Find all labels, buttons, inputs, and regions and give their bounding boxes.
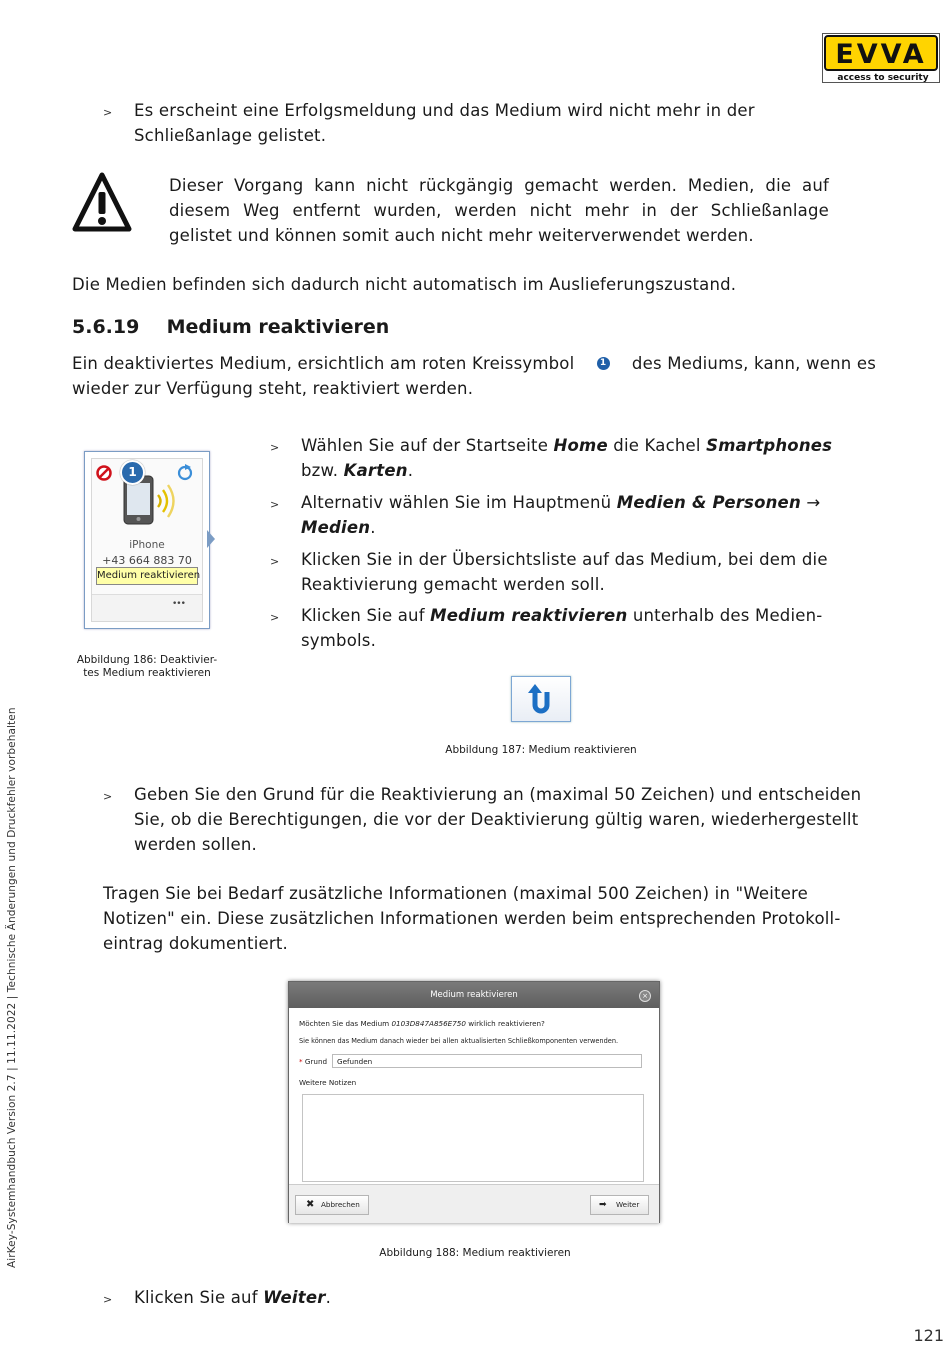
caption-186-line2: tes Medium reaktivieren	[83, 667, 211, 679]
reactivate-icon	[512, 677, 570, 721]
reactivate-button[interactable]	[511, 676, 571, 722]
intro-marker: 1	[597, 357, 610, 370]
step-3-line1: Klicken Sie in der Übersichtsliste auf das Medium, bei dem die	[301, 550, 828, 569]
step-2	[301, 490, 881, 540]
caption-188: Abbildung 188: Medium reaktivieren	[379, 1247, 571, 1259]
marker-badge: 1	[120, 460, 145, 485]
tile-action-bar	[92, 594, 202, 621]
bullet-marker: >	[270, 498, 280, 511]
caption-186-line1: Abbildung 186: Deaktivier-	[76, 654, 218, 666]
caption-186	[62, 654, 232, 680]
intro-part2: des Mediums, kann, wenn es	[631, 354, 876, 373]
evva-logo	[822, 33, 940, 83]
intro-paragraph	[72, 351, 876, 401]
step-4-button-name: Medium reaktivieren	[430, 606, 628, 625]
bullet-marker: >	[270, 555, 280, 568]
bullet-reason-line2: Sie, ob die Berechtigungen, die vor der Deaktivierung gültig waren, wiederhergestellt	[134, 810, 859, 829]
bullet-reason	[134, 782, 894, 857]
close-icon[interactable]: ×	[639, 990, 651, 1002]
bullet-reason-line3: werden sollen.	[134, 835, 257, 854]
arrow-right-icon: ➡	[599, 1200, 607, 1210]
logo-brand: EVVA	[835, 39, 927, 70]
warning-line3: gelistet und können somit auch nicht mehr weiterverwendet werden.	[169, 226, 754, 245]
cancel-button[interactable]	[295, 1195, 369, 1215]
bullet-marker: >	[103, 790, 113, 803]
cancel-label: Abbrechen	[321, 1200, 360, 1209]
reactivate-icon[interactable]	[132, 599, 150, 617]
bullet-marker: >	[103, 106, 113, 119]
sync-icon[interactable]	[98, 599, 116, 617]
dialog-media-id: 0103D847A856E750	[391, 1019, 466, 1028]
side-footer-text: AirKey-Systemhandbuch Version 2.7 | 11.11.2022 | Technische Änderungen und Druckfehler vorbehalten	[6, 707, 18, 1268]
notes-textarea[interactable]	[302, 1094, 644, 1182]
step-1-karten: Karten	[343, 461, 408, 480]
section-heading	[72, 314, 389, 340]
bullet-marker: >	[103, 1293, 113, 1306]
figure-186-media-card	[84, 451, 210, 629]
dialog-footer	[289, 1184, 659, 1223]
notes-line2: Notizen" ein. Diese zusätzlichen Informationen werden beim entsprechenden Protokoll-	[103, 909, 841, 928]
logo-tagline: access to security	[837, 73, 929, 83]
step-1-text-a: Wählen Sie auf der Startseite	[301, 436, 554, 455]
bullet-success	[134, 98, 874, 148]
step-4	[301, 603, 881, 653]
dialog-question	[299, 1019, 545, 1028]
step-1-text-d: .	[407, 461, 414, 480]
step-2-text-a: Alternativ wählen Sie im Hauptmenü	[301, 493, 617, 512]
grund-input[interactable]: Gefunden	[332, 1054, 642, 1068]
page-number: 121	[913, 1326, 944, 1345]
warning-icon	[72, 172, 132, 236]
notes-label: Weitere Notizen	[299, 1078, 357, 1087]
step-4-text-c: unterhalb des Medien-	[627, 606, 823, 625]
bullet-reason-line1: Geben Sie den Grund für die Reaktivierung an (maximal 50 Zeichen) und entscheiden	[134, 785, 862, 804]
next-button[interactable]	[590, 1195, 649, 1215]
reactivate-tooltip: Medium reaktivieren	[96, 567, 198, 585]
warning-line2: diesem Weg entfernt wurden, werden nicht mehr in der Schließanlage	[169, 201, 829, 220]
notes-line3: eintrag dokumentiert.	[103, 934, 288, 953]
bullet-marker: >	[270, 441, 280, 454]
media-tile[interactable]	[91, 458, 203, 622]
step-4-line2: symbols.	[301, 631, 377, 650]
final-step	[134, 1285, 634, 1310]
dialog-title: Medium reaktivieren	[430, 990, 518, 1000]
step-4-text-a: Klicken Sie auf	[301, 606, 431, 625]
step-3-line2: Reaktivierung gemacht werden soll.	[301, 575, 605, 594]
step-2-text-d: .	[370, 518, 376, 537]
bullet-success-line2: Schließanlage gelistet.	[134, 126, 327, 145]
step-1-text-c: bzw.	[301, 461, 344, 480]
step-1-smartphones: Smartphones	[706, 436, 833, 455]
warning-line1: Dieser Vorgang kann nicht rückgängig gemacht werden. Medien, die auf	[169, 176, 829, 195]
step-1	[301, 433, 881, 483]
grund-label	[299, 1057, 327, 1066]
step-1-text-b: die Kachel	[607, 436, 707, 455]
step-1-home: Home	[553, 436, 608, 455]
dialog-info: Sie können das Medium danach wieder bei allen aktualisierten Schließkomponenten verwenden.	[299, 1037, 619, 1045]
step-3	[301, 547, 881, 597]
required-mark: *	[299, 1057, 303, 1066]
next-label: Weiter	[616, 1200, 640, 1209]
intro-line2: wieder zur Verfügung steht, reaktiviert werden.	[72, 379, 474, 398]
dialog-question-b: wirklich reaktivieren?	[465, 1019, 545, 1028]
bullet-marker: >	[270, 611, 280, 624]
warning-text	[169, 173, 829, 248]
dialog-question-a: Möchten Sie das Medium	[299, 1019, 392, 1028]
notes-paragraph	[103, 881, 893, 956]
note-text: Die Medien befinden sich dadurch nicht automatisch im Auslieferungszustand.	[72, 275, 737, 294]
close-x-icon: ✖	[306, 1199, 315, 1210]
bullet-success-line1: Es erscheint eine Erfolgsmeldung und das Medium wird nicht mehr in der	[134, 101, 755, 120]
notes-line1: Tragen Sie bei Bedarf zusätzliche Informationen (maximal 500 Zeichen) in "Weitere	[103, 884, 809, 903]
step-2-menu: Medien & Personen	[616, 493, 801, 512]
reactivate-dialog	[288, 981, 660, 1223]
card-pointer	[207, 530, 215, 548]
grund-label-text: Grund	[304, 1057, 328, 1066]
final-text-a: Klicken Sie auf	[134, 1288, 264, 1307]
step-2-medien: Medien	[301, 518, 371, 537]
device-phone: +43 664 883 70	[102, 554, 192, 567]
caption-187: Abbildung 187: Medium reaktivieren	[445, 744, 637, 756]
final-weiter: Weiter	[263, 1288, 326, 1307]
more-icon[interactable]: •••	[172, 599, 185, 609]
intro-part1: Ein deaktiviertes Medium, ersichtlich am roten Kreissymbol	[72, 354, 575, 373]
arrow-glyph: →	[806, 493, 821, 512]
dialog-titlebar	[289, 982, 659, 1008]
final-text-c: .	[325, 1288, 332, 1307]
section-number: 5.6.19	[72, 316, 140, 338]
section-title: Medium reaktivieren	[166, 316, 390, 338]
device-name: iPhone	[129, 539, 165, 551]
